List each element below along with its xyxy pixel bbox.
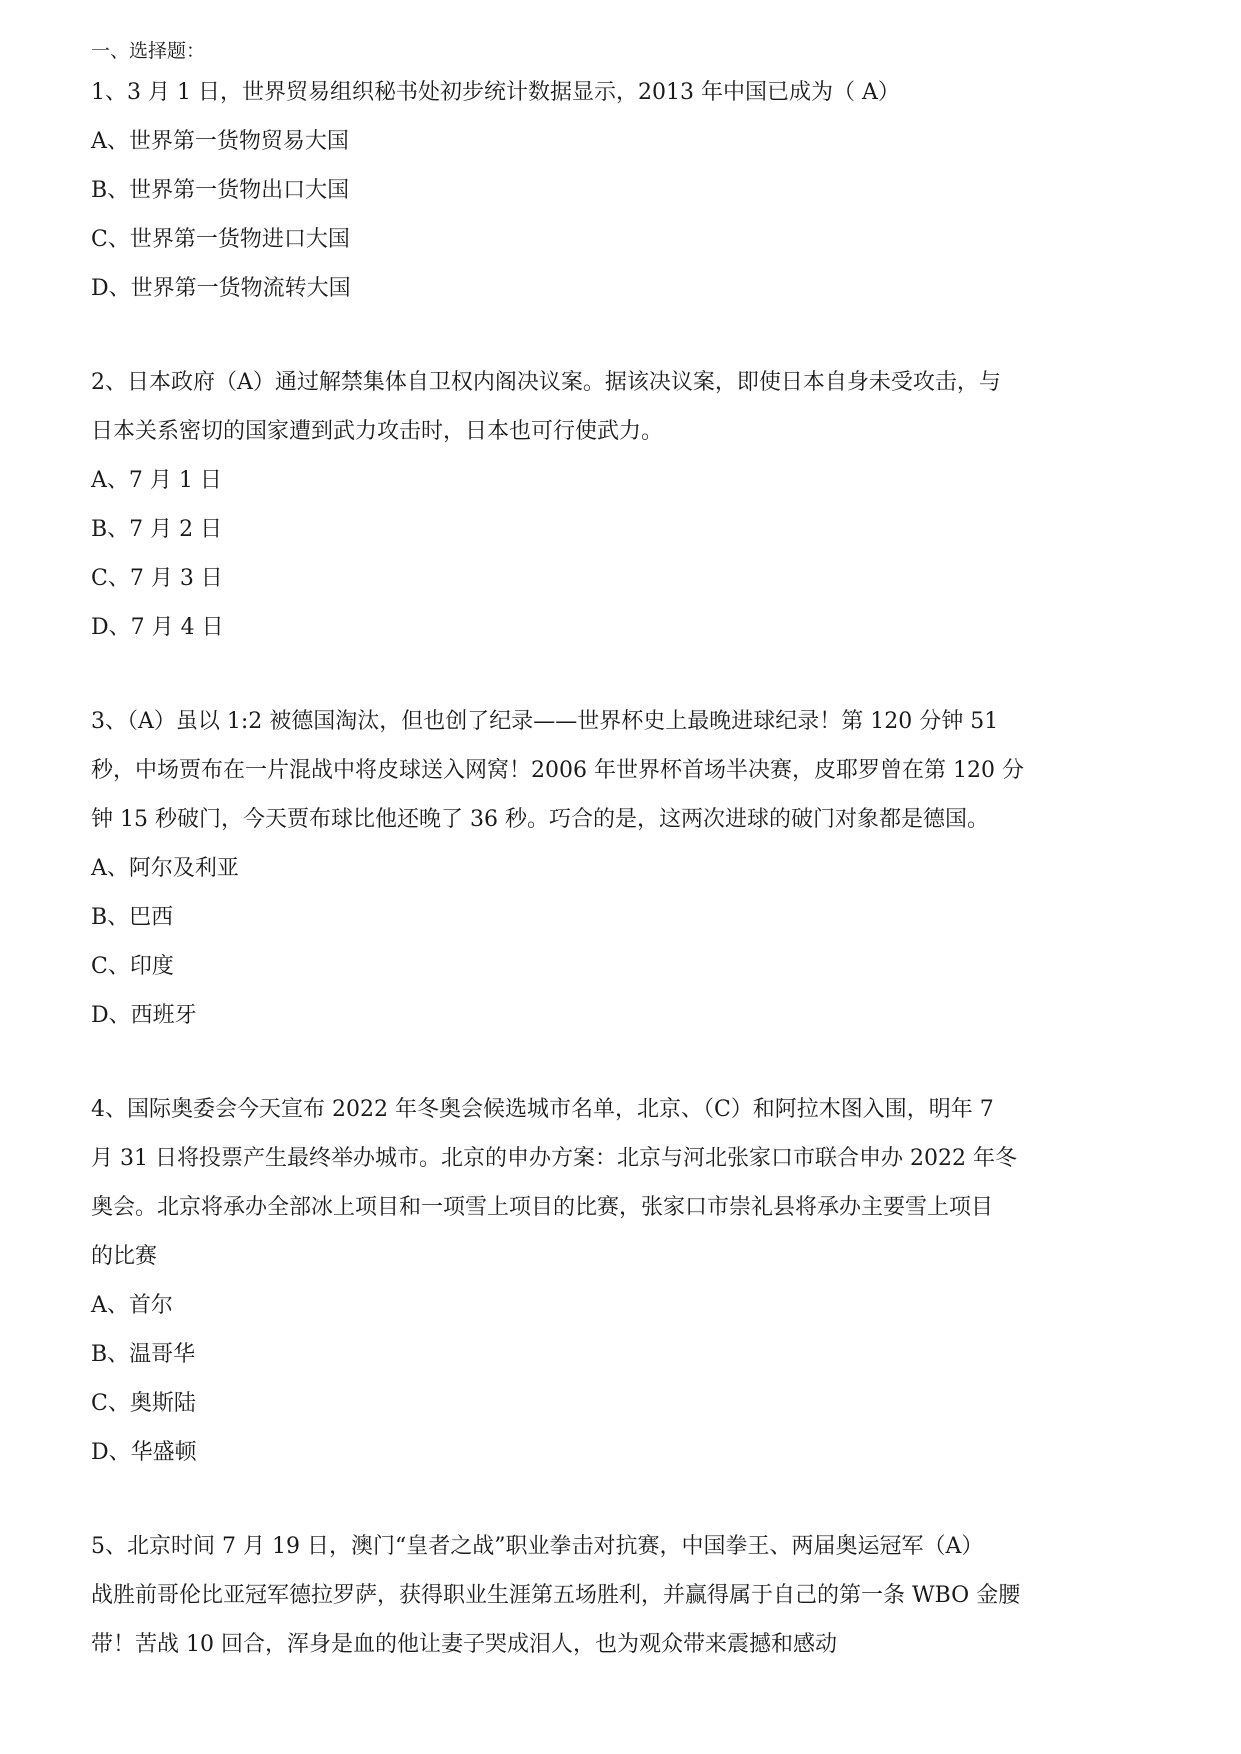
- question-4-option-d: D、华盛顿: [91, 1440, 197, 1465]
- question-1-option-a: A、世界第一货物贸易大国: [91, 129, 349, 154]
- question-spacer: [91, 652, 1151, 697]
- question-4-option-a: A、首尔: [91, 1293, 173, 1318]
- question-3-option-a: A、阿尔及利亚: [91, 856, 239, 881]
- question-4-text-line-2: 月 31 日将投票产生最终举办城市。北京的申办方案：北京与河北张家口市联合申办 2022 年冬: [91, 1146, 1017, 1171]
- section-title: 一、选择题：: [91, 40, 206, 62]
- question-5: [91, 1522, 1151, 1669]
- question-2-option-b: B、7 月 2 日: [91, 517, 223, 542]
- question-3-text-line-3: 钟 15 秒破门，今天贾布球比他还晚了 36 秒。巧合的是，这两次进球的破门对象都是德国。: [91, 807, 989, 832]
- question-2-text-line-1: 2、日本政府（A）通过解禁集体自卫权内阁决议案。据该决议案，即使日本自身未受攻击，与: [91, 370, 1001, 395]
- question-4-text-line-1: 4、国际奥委会今天宣布 2022 年冬奥会候选城市名单，北京、（C）和阿拉木图入围，明年 7: [91, 1097, 994, 1122]
- question-1: [91, 68, 1151, 313]
- question-1-option-b: B、世界第一货物出口大国: [91, 178, 350, 203]
- question-spacer: [91, 313, 1151, 358]
- question-3-option-b: B、巴西: [91, 905, 174, 930]
- question-4-option-b: B、温哥华: [91, 1342, 196, 1367]
- question-4-option-c: C、奥斯陆: [91, 1391, 196, 1416]
- question-4: [91, 1085, 1151, 1477]
- question-1-option-d: D、世界第一货物流转大国: [91, 276, 351, 301]
- question-spacer: [91, 1477, 1151, 1522]
- question-spacer: [91, 1040, 1151, 1085]
- question-4-text-line-4: 的比赛: [91, 1244, 158, 1269]
- document-page: [91, 34, 1151, 1669]
- question-2-option-d: D、7 月 4 日: [91, 615, 224, 640]
- question-5-text-line-3: 带！苦战 10 回合，浑身是血的他让妻子哭成泪人，也为观众带来震撼和感动: [91, 1632, 837, 1657]
- question-2-text-line-2: 日本关系密切的国家遭到武力攻击时，日本也可行使武力。: [91, 419, 664, 444]
- question-3-text-line-2: 秒，中场贾布在一片混战中将皮球送入网窝！2006 年世界杯首场半决赛，皮耶罗曾在第 120 分: [91, 758, 1024, 783]
- question-3-text-line-1: 3、（A）虽以 1:2 被德国淘汰，但也创了纪录——世界杯史上最晚进球纪录！第 120 分钟 51: [91, 709, 999, 734]
- question-5-text-line-2: 战胜前哥伦比亚冠军德拉罗萨，获得职业生涯第五场胜利，并赢得属于自己的第一条 WBO 金腰: [91, 1583, 1021, 1608]
- question-2-option-a: A、7 月 1 日: [91, 468, 222, 493]
- question-4-text-line-3: 奥会。北京将承办全部冰上项目和一项雪上项目的比赛，张家口市崇礼县将承办主要雪上项目: [91, 1195, 994, 1220]
- question-5-text-line-1: 5、北京时间 7 月 19 日，澳门“皇者之战”职业拳击对抗赛，中国拳王、两届奥运冠军（A）: [91, 1534, 984, 1559]
- question-3-option-c: C、印度: [91, 954, 174, 979]
- question-1-text: 1、3 月 1 日，世界贸易组织秘书处初步统计数据显示，2013 年中国已成为（ A）: [91, 80, 900, 105]
- question-3-option-d: D、西班牙: [91, 1003, 197, 1028]
- question-2: [91, 358, 1151, 652]
- question-3: [91, 697, 1151, 1040]
- question-2-option-c: C、7 月 3 日: [91, 566, 223, 591]
- question-1-option-c: C、世界第一货物进口大国: [91, 227, 350, 252]
